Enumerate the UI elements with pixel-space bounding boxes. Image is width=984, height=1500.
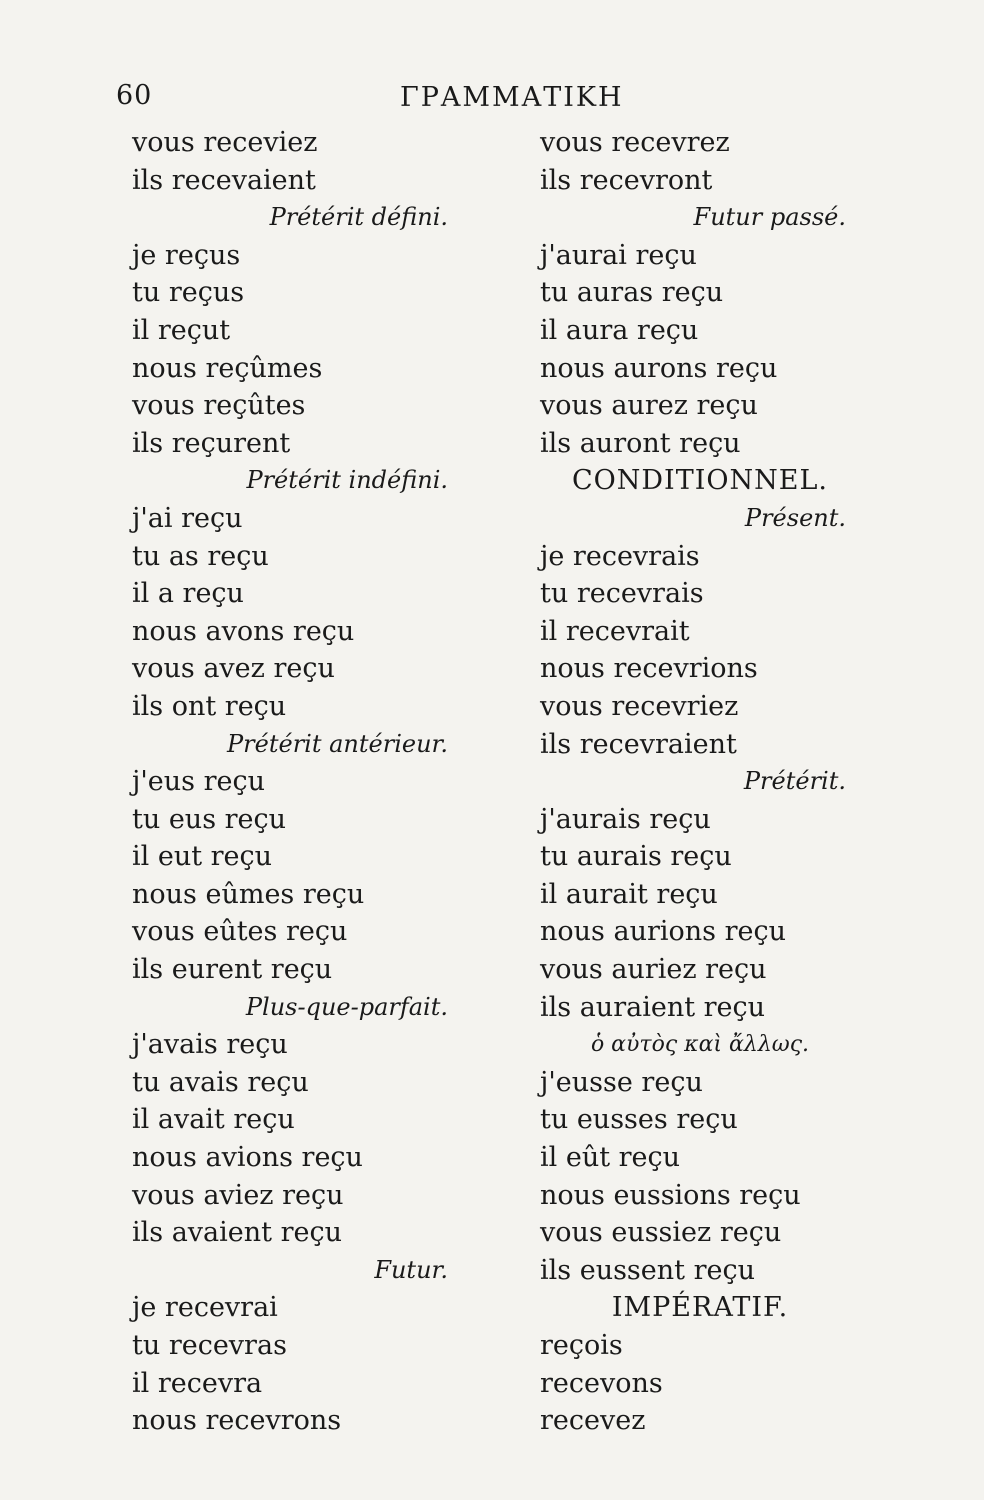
conjugation-line: il aurait reçu xyxy=(540,878,718,910)
conjugation-line: ils recevaient xyxy=(132,164,316,196)
conjugation-line: il aura reçu xyxy=(540,314,699,346)
conjugation-line: nous reçûmes xyxy=(132,352,323,384)
conjugation-line: tu aurais reçu xyxy=(540,841,732,873)
tense-heading: Futur. xyxy=(374,1255,448,1284)
conjugation-line: nous eûmes reçu xyxy=(132,878,365,910)
conjugation-line: il recevra xyxy=(132,1367,263,1399)
conjugation-line: nous avons reçu xyxy=(132,615,355,647)
conjugation-line: vous receviez xyxy=(132,127,318,158)
conjugation-line: vous eûtes reçu xyxy=(132,916,348,948)
conjugation-line: vous aviez reçu xyxy=(132,1179,344,1211)
conjugation-line: je reçus xyxy=(132,239,241,271)
conjugation-line: il eut reçu xyxy=(132,841,273,873)
conjugation-line: recevez xyxy=(540,1405,646,1437)
conjugation-line: reçois xyxy=(540,1330,623,1361)
conjugation-line: vous recevriez xyxy=(540,690,739,722)
conjugation-line: vous avez reçu xyxy=(132,653,335,685)
page-number: 60 xyxy=(116,80,153,111)
conjugation-line: vous auriez reçu xyxy=(540,954,767,986)
conjugation-line: ils avaient reçu xyxy=(132,1217,342,1249)
running-title: ΓΡΑΜΜΑΤΙΚΗ xyxy=(400,82,624,113)
tense-heading: Futur passé. xyxy=(693,203,846,232)
conjugation-line: vous reçûtes xyxy=(132,390,306,422)
conjugation-line: ils ont reçu xyxy=(132,690,287,722)
conjugation-line: tu avais reçu xyxy=(132,1066,309,1098)
tense-heading: Présent. xyxy=(744,503,846,532)
conjugation-line: je recevrais xyxy=(540,540,700,572)
greek-note: ὁ αὐτὸς καὶ ἄλλως. xyxy=(590,1032,810,1058)
conjugation-line: ils recevront xyxy=(540,164,713,196)
conjugation-line: il a reçu xyxy=(132,578,244,610)
conjugation-line: ils recevraient xyxy=(540,728,737,760)
mood-heading: IMPÉRATIF. xyxy=(611,1292,789,1324)
conjugation-line: vous aurez reçu xyxy=(540,390,758,422)
conjugation-line: ils eurent reçu xyxy=(132,954,333,986)
conjugation-line: tu eusses reçu xyxy=(540,1104,738,1136)
mood-heading: CONDITIONNEL. xyxy=(571,465,828,497)
conjugation-line: nous recevrions xyxy=(540,653,758,685)
conjugation-line: nous recevrons xyxy=(132,1405,342,1437)
conjugation-line: j'aurais reçu xyxy=(540,803,711,835)
conjugation-line: nous aurions reçu xyxy=(540,916,786,948)
conjugation-line: tu auras reçu xyxy=(540,277,724,309)
conjugation-line: je recevrai xyxy=(132,1292,278,1324)
conjugation-line: ils auront reçu xyxy=(540,427,741,459)
conjugation-line: j'avais reçu xyxy=(132,1029,288,1061)
tense-heading: Prétérit indéfini. xyxy=(246,466,448,495)
conjugation-line: tu recevras xyxy=(132,1330,287,1361)
conjugation-line: nous eussions reçu xyxy=(540,1179,801,1211)
tense-heading: Prétérit. xyxy=(743,767,846,796)
conjugation-line: tu eus reçu xyxy=(132,803,287,835)
tense-heading: Prétérit défini. xyxy=(269,203,448,232)
conjugation-line: il eût reçu xyxy=(540,1142,681,1174)
left-conjugation-column xyxy=(132,124,462,1440)
tense-heading: Plus-que-parfait. xyxy=(245,992,448,1021)
conjugation-line: j'aurai reçu xyxy=(540,239,697,271)
conjugation-line: j'eusse reçu xyxy=(540,1066,703,1098)
tense-heading: Prétérit antérieur. xyxy=(227,729,448,758)
conjugation-line: tu recevrais xyxy=(540,578,704,610)
conjugation-line: ils reçurent xyxy=(132,427,291,459)
conjugation-line: tu as reçu xyxy=(132,540,269,572)
conjugation-line: nous avions reçu xyxy=(132,1142,363,1174)
conjugation-line: ils auraient reçu xyxy=(540,991,766,1023)
conjugation-line: vous eussiez reçu xyxy=(540,1217,782,1249)
conjugation-line: tu reçus xyxy=(132,277,245,309)
conjugation-line: il avait reçu xyxy=(132,1104,295,1136)
conjugation-line: recevons xyxy=(540,1367,663,1399)
conjugation-line: j'eus reçu xyxy=(132,766,265,798)
conjugation-line: nous aurons reçu xyxy=(540,352,778,384)
conjugation-line: j'ai reçu xyxy=(132,502,243,534)
conjugation-line: ils eussent reçu xyxy=(540,1254,755,1286)
right-conjugation-column xyxy=(540,124,860,1440)
conjugation-line: il reçut xyxy=(132,314,231,346)
conjugation-line: vous recevrez xyxy=(540,127,730,158)
conjugation-line: il recevrait xyxy=(540,615,690,647)
